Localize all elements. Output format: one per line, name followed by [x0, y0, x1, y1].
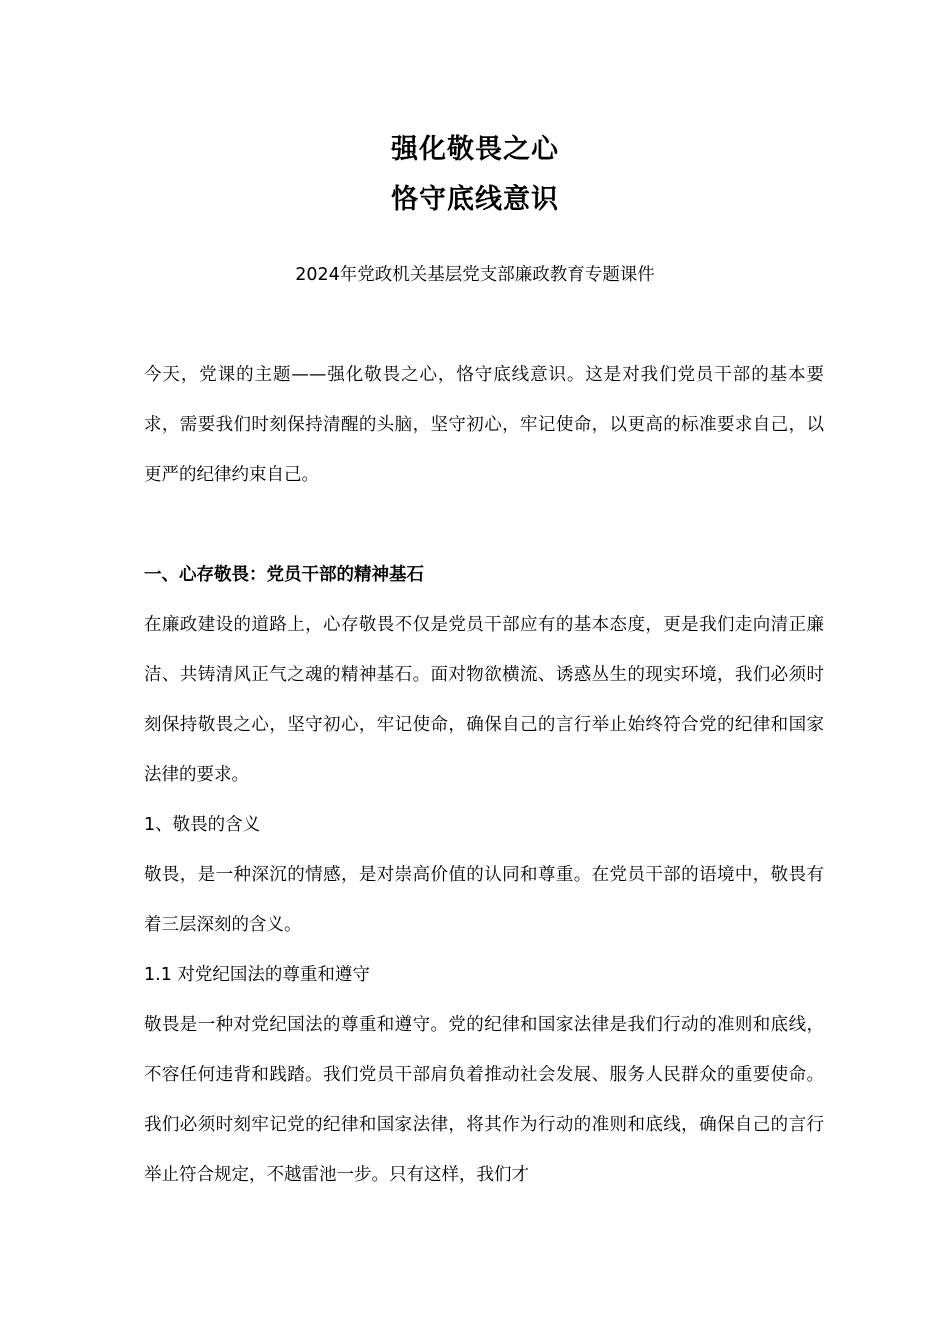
section-heading: 一、心存敬畏：党员干部的精神基石	[144, 565, 424, 585]
subsection-paragraph: 敬畏，是一种深沉的情感，是对崇高价值的认同和尊重。在党员干部的语境中，敬畏有着三层深刻的含义。	[144, 865, 824, 935]
document-title-line2: 恪守底线意识	[391, 184, 559, 215]
document-title-line1: 强化敬畏之心	[391, 134, 559, 165]
subsubsection-heading: 1.1 对党纪国法的尊重和遵守	[144, 965, 370, 985]
section-paragraph: 在廉政建设的道路上，心存敬畏不仅是党员干部应有的基本态度，更是我们走向清正廉洁、共铸清风正气之魂的精神基石。面对物欲横流、诱惑丛生的现实环境，我们必须时刻保持敬畏之心，坚守初心，牢记使命，确保自己的言行举止始终符合党的纪律和国家法律的要求。	[144, 615, 824, 785]
subsubsection-paragraph: 敬畏是一种对党纪国法的尊重和遵守。党的纪律和国家法律是我们行动的准则和底线，不容任何违背和践踏。我们党员干部肩负着推动社会发展、服务人民群众的重要使命。我们必须时刻牢记党的纪律和国家法律，将其作为行动的准则和底线，确保自己的言行举止符合规定，不越雷池一步。只有这样，我们才	[144, 1015, 824, 1185]
document-subtitle: 2024年党政机关基层党支部廉政教育专题课件	[295, 265, 655, 285]
subsection-heading: 1、敬畏的含义	[144, 815, 261, 835]
intro-paragraph: 今天，党课的主题——强化敬畏之心，恪守底线意识。这是对我们党员干部的基本要求，需要我们时刻保持清醒的头脑，坚守初心，牢记使命，以更高的标准要求自己，以更严的纪律约束自己。	[144, 365, 824, 485]
spacer	[144, 500, 824, 550]
document-body	[144, 350, 824, 1200]
